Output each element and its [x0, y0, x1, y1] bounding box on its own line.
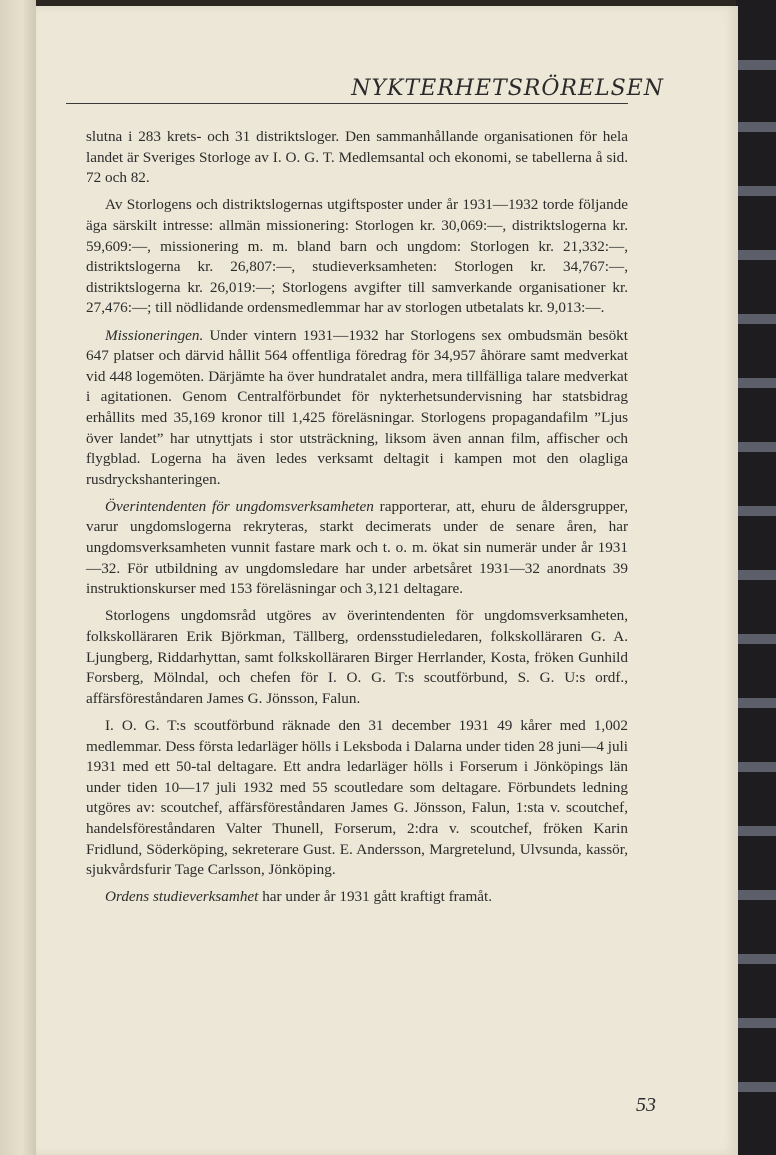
blind-slat — [736, 314, 776, 324]
paragraph — [86, 326, 628, 491]
blind-slat — [736, 442, 776, 452]
running-head: NYKTERHETSRÖRELSEN — [351, 76, 664, 101]
blind-slat — [736, 826, 776, 836]
paragraph — [86, 497, 628, 600]
paragraph-text: I. O. G. T:s scoutförbund räknade den 31 december 1931 49 kårer med 1,002 medlemmar. Dess första ledarläger hölls i Leksboda i Dalarna under tiden 28 juni—4 juli 1931 med ett 50-tal deltagare. Ett andra ledarläger hölls i Forserum i Jönköpings län under tiden 10—17 juli 1932 med 55 scoutledare som deltagare. Förbundets ledning utgöres av: scoutchef, affärsföreståndaren James G. Jönsson, Falun, 1:sta v. scoutchef, handelsföreståndaren Valter Thunell, Forserum, 2:dra v. scoutchef, fröken Karin Fridlund, Söderköping, sekreterare Gust. E. Andersson, Margretelund, Ulvsunda, kassör, sjukvårdsfurir Tage Carlsson, Jönköping. — [86, 717, 628, 879]
blind-slat — [736, 506, 776, 516]
paragraph-text: Av Storlogens och distriktslogernas utgiftsposter under år 1931—1932 torde följande äga särskilt intresse: allmän missionering: Storlogen kr. 30,069:—, distriktslogerna kr. 59,609:—, missionering m. m. bland barn och ungdom: Storlogen kr. 21,332:—, distriktslogerna kr. 26,807:—, studieverksamheten: Storlogen kr. 34,767:—, distriktslogerna kr. 26,019:—; Storlogens avgifter till samverkande organisationer kr. 27,476:—; till nödlidande ordensmedlemmar har av storlogen utbetalats kr. 9,013:—. — [86, 196, 628, 317]
blind-slat — [736, 1082, 776, 1092]
paragraph-text: Under vintern 1931—1932 har Storlogens sex ombudsmän besökt 647 platser och därvid hållit 564 offentliga föredrag för 34,957 åhörare samt medverkat vid 448 logemöten. Därjämte ha över hundratalet andra, mera tillfälliga talare medverkat i agitationen. Genom Centralförbundet för nykterhetsundervisning har statsbidrag erhållits med 35,169 kronor till 1,425 föreläsningar. Storlogens propagandafilm ”Ljus över landet” har utnyttjats i stor utsträckning, liksom även annan film, affischer och flygblad. Logerna ha även ledes verksamt deltagit i kampen mot den olagliga rusdryckshanteringen. — [86, 326, 628, 488]
blind-slat — [736, 570, 776, 580]
paragraph-text: Storlogens ungdomsråd utgöres av överintendenten för ungdomsverksamheten, folkskolläraren Erik Björkman, Tällberg, ordensstudieledaren, folkskolläraren G. A. Ljungberg, Riddarhyttan, samt folkskolläraren Birger Herrlander, Kosta, fröken Gunhild Forsberg, Mölndal, och chefen för I. O. G. T:s scoutförbund, S. G. U:s ordf., affärsföreståndaren James G. Jönsson, Falun. — [86, 607, 628, 707]
paragraph-lead: Missioneringen. — [105, 326, 204, 344]
paragraph-text: slutna i 283 krets- och 31 distriktsloger. Den sammanhållande organisationen för hela landet är Sveriges Storloge av I. O. G. T. Medlemsantal och ekonomi, se tabellerna å sid. 72 och 82. — [86, 128, 628, 187]
previous-page-edge — [0, 0, 36, 1155]
paragraph-text: rapporterar, att, ehuru de åldersgrupper, varur ungdomslogerna rekryteras, starkt decimerats under de senare åren, har ungdomsverksamheten vunnit fastare mark och t. o. m. ökat sin numerär under år 1931—32. För utbildning av ungdomsledare har under arbetsåret 1931—32 anordnats 39 instruktionskurser med 153 föreläsningar och 3,121 deltagare. — [86, 497, 629, 598]
body-text — [86, 127, 628, 915]
blind-slat — [736, 954, 776, 964]
page-number: 53 — [636, 1094, 656, 1116]
blind-slat — [736, 890, 776, 900]
header-rule — [66, 103, 628, 104]
paragraph-lead: Ordens studieverksamhet — [105, 888, 259, 906]
paragraph — [86, 716, 628, 881]
paragraph-text: har under år 1931 gått kraftigt framåt. — [258, 888, 493, 906]
paragraph — [86, 127, 628, 189]
blind-slat — [736, 1018, 776, 1028]
blind-slat — [736, 186, 776, 196]
book-page — [36, 6, 738, 1155]
blind-slat — [736, 698, 776, 708]
paragraph — [86, 606, 628, 709]
paragraph-lead: Överintendenten för ungdomsverksamheten — [105, 497, 374, 515]
blind-slat — [736, 60, 776, 70]
blind-slat — [736, 250, 776, 260]
paragraph — [86, 195, 628, 319]
blind-slat — [736, 762, 776, 772]
blind-slat — [736, 378, 776, 388]
paragraph — [86, 887, 628, 908]
blind-slat — [736, 122, 776, 132]
blind-slat — [736, 634, 776, 644]
